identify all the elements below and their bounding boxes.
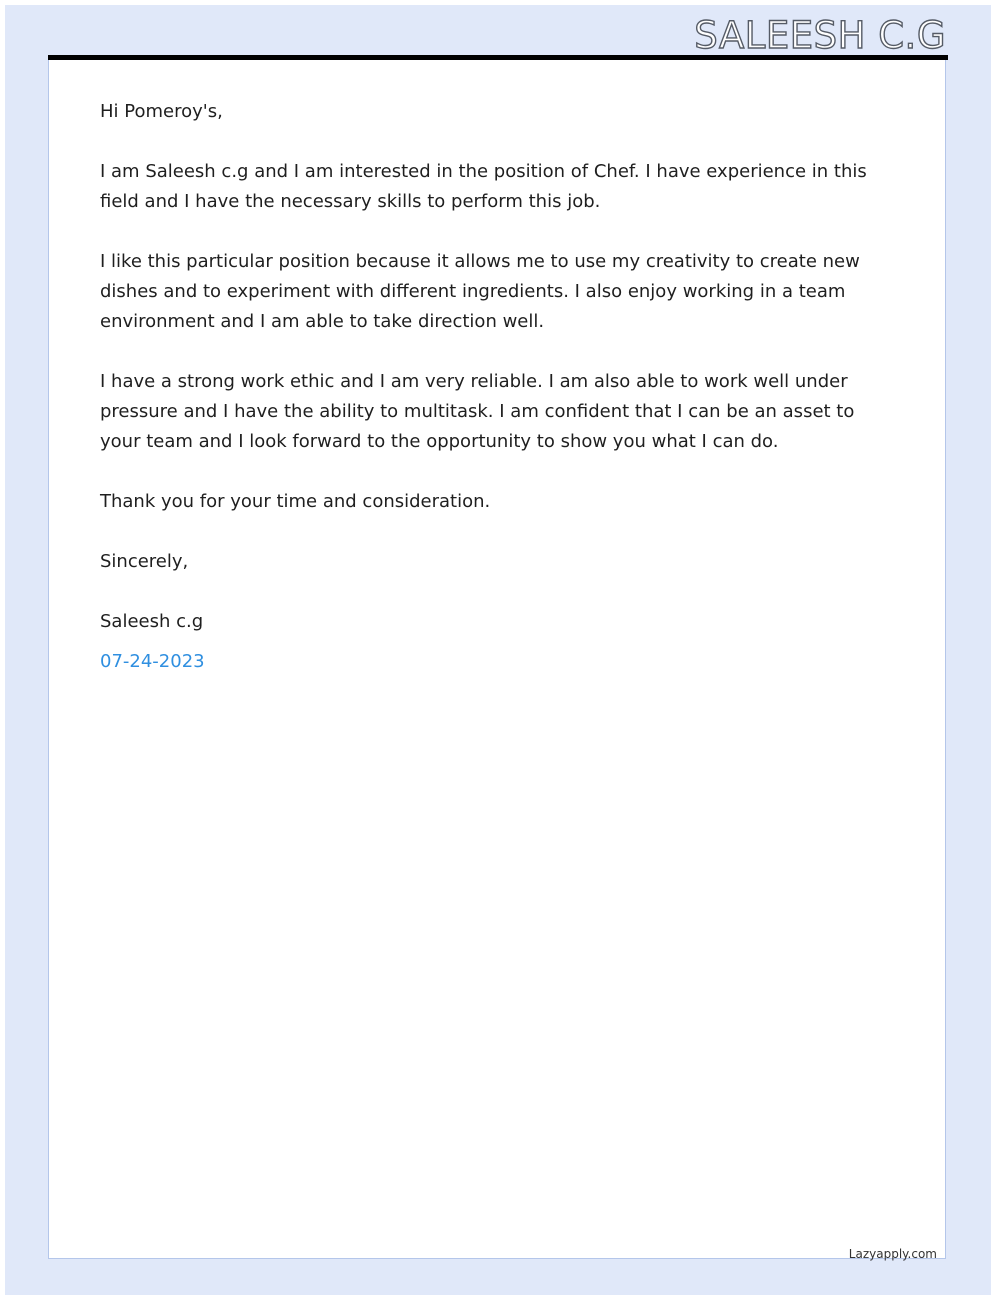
letter-paragraph-motivation: I like this particular position because it allows me to use my creativity to create new dishes and to experiment with different ingredients. I also enjoy working in a team environment and I am able to take direction well.: [100, 251, 860, 332]
letter-date: 07-24-2023: [100, 651, 205, 672]
letter-greeting: Hi Pomeroy's,: [100, 101, 223, 122]
letter-body: [100, 97, 900, 677]
letter-paragraph-qualities: I have a strong work ethic and I am very reliable. I am also able to work well under pressure and I have the ability to multitask. I am confident that I can be an asset to your team and I look forward to the opportunity to show you what I can do.: [100, 371, 855, 452]
letter-paragraph-intro: I am Saleesh c.g and I am interested in the position of Chef. I have experience in this field and I have the necessary skills to perform this job.: [100, 161, 867, 212]
letter-closing: Sincerely,: [100, 551, 189, 572]
letter-signature: Saleesh c.g: [100, 611, 204, 632]
letter-thanks: Thank you for your time and consideration.: [100, 491, 491, 512]
footer-brand: Lazyapply.com: [848, 1247, 937, 1261]
applicant-name-title: SALEESH C.G: [694, 14, 946, 57]
